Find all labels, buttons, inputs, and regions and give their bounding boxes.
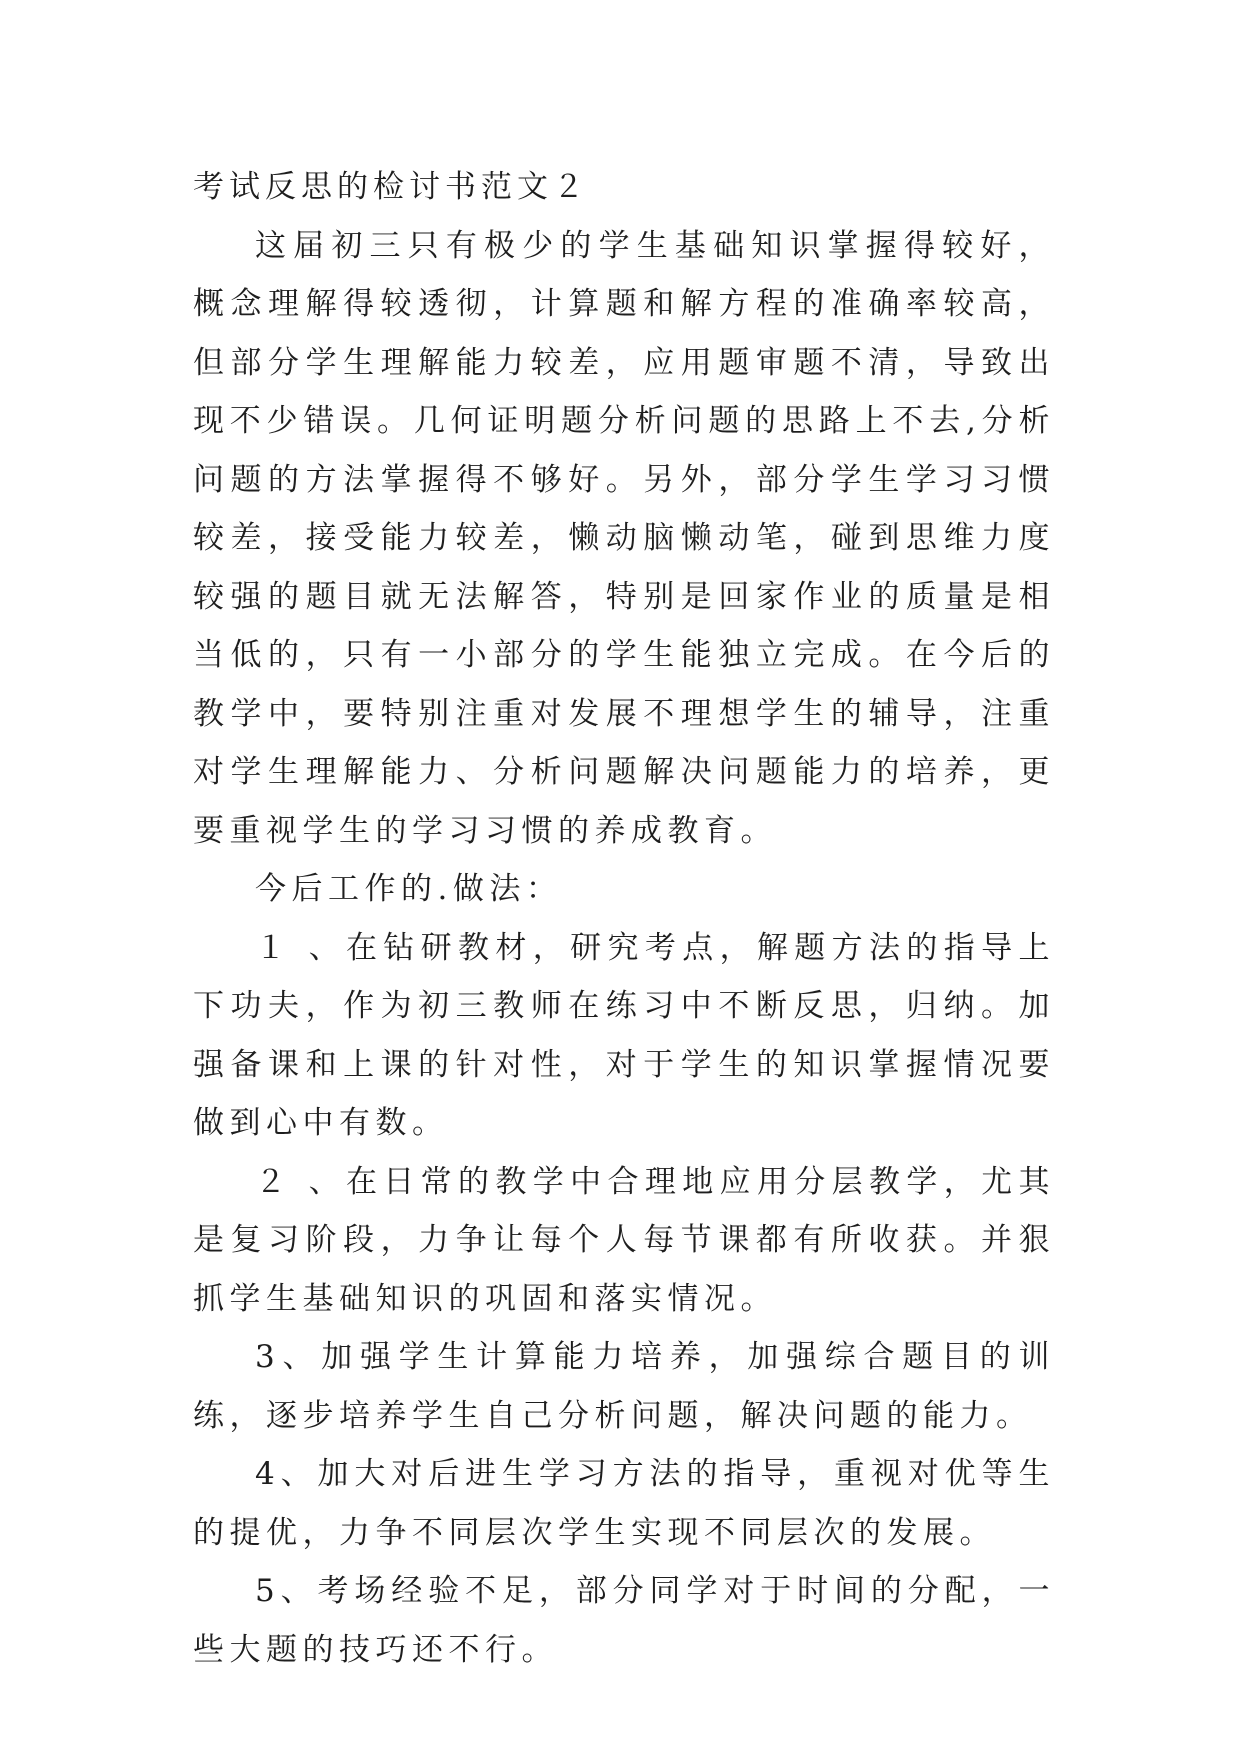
paragraph-future-methods-heading: 今后工作的.做法： bbox=[255, 871, 563, 907]
document-title: 考试反思的检讨书范文２ bbox=[193, 169, 589, 205]
paragraph-item-2: ２ 、在日常的教学中合理地应用分层教学，尤其是复习阶段，力争让每个人每节课都有所收获。并狠抓学生基础知识的巩固和落实情况。 bbox=[193, 1163, 1055, 1317]
paragraph-item-4: 4、加大对后进生学习方法的指导，重视对优等生的提优，力争不同层次学生实现不同层次的发展。 bbox=[193, 1456, 1055, 1551]
document-body bbox=[193, 158, 1055, 1679]
paragraph-item-1: １ 、在钻研教材，研究考点，解题方法的指导上下功夫，作为初三教师在练习中不断反思，归纳。加强备课和上课的针对性，对于学生的知识掌握情况要做到心中有数。 bbox=[193, 929, 1055, 1141]
paragraph-item-5: 5、考场经验不足，部分同学对于时间的分配，一些大题的技巧还不行。 bbox=[193, 1573, 1055, 1668]
paragraph-analysis: 这届初三只有极少的学生基础知识掌握得较好，概念理解得较透彻，计算题和解方程的准确率较高，但部分学生理解能力较差，应用题审题不清，导致出现不少错误。几何证明题分析问题的思路上不去,分析问题的方法掌握得不够好。另外，部分学生学习习惯较差，接受能力较差，懒动脑懒动笔，碰到思维力度较强的题目就无法解答，特别是回家作业的质量是相当低的，只有一小部分的学生能独立完成。在今后的教学中，要特别注重对发展不理想学生的辅导，注重对学生理解能力、分析问题解决问题能力的培养，更要重视学生的学习习惯的养成教育。 bbox=[193, 227, 1055, 849]
paragraph-item-3: 3、加强学生计算能力培养，加强综合题目的训练，逐步培养学生自己分析问题，解决问题的能力。 bbox=[193, 1339, 1055, 1434]
